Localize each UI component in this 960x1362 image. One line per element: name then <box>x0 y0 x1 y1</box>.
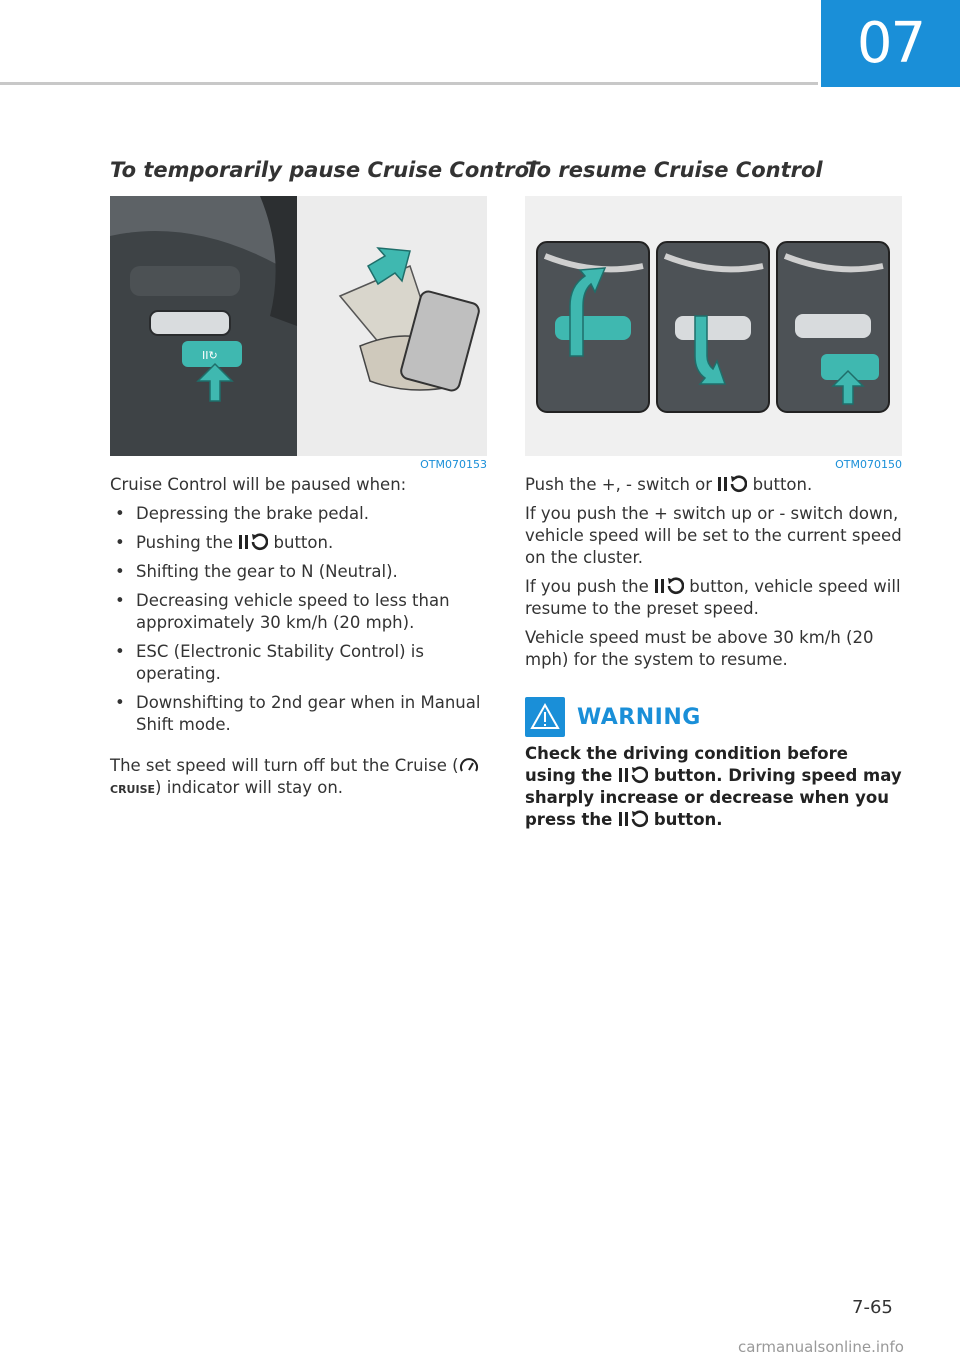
list-item: • Shifting the gear to N (Neutral). <box>110 561 487 583</box>
pause-conditions-list <box>110 503 487 736</box>
resume-switch-note: If you push the + switch up or - switch down, vehicle speed will be set to the current speed on the cluster. <box>525 504 902 567</box>
list-item: • Pushing the button. <box>110 532 487 554</box>
figure-resume <box>525 196 902 456</box>
list-item: • Depressing the brake pedal. <box>110 503 487 525</box>
svg-text:II↻: II↻ <box>202 349 218 362</box>
list-item: • Downshifting to 2nd gear when in Manual Shift mode. <box>110 692 487 736</box>
figure-pause <box>110 196 487 456</box>
switch-panels-illustration <box>525 196 902 456</box>
list-item: • ESC (Electronic Stability Control) is operating. <box>110 641 487 685</box>
resume-button-note: If you push the button, vehicle speed will resume to the preset speed. <box>525 577 901 618</box>
pause-resume-icon <box>654 577 684 595</box>
header-rule <box>0 82 818 85</box>
watermark: carmanualsonline.info <box>738 1338 904 1356</box>
pause-note: The set speed will turn off but the Cruise (CRUISE) indicator will stay on. <box>110 755 487 801</box>
list-item: • Decreasing vehicle speed to less than approximately 30 km/h (20 mph). <box>110 590 487 634</box>
warning-title: WARNING <box>577 704 701 730</box>
cruise-label: CRUISE <box>110 783 156 796</box>
right-column <box>525 158 902 838</box>
page-number: 7-65 <box>852 1297 893 1318</box>
warning-header <box>525 697 902 737</box>
pause-resume-icon <box>618 766 648 784</box>
resume-speed-note: Vehicle speed must be above 30 km/h (20 mph) for the system to resume. <box>525 628 874 669</box>
cruise-indicator-icon <box>459 758 479 774</box>
left-column <box>110 158 537 808</box>
pause-resume-icon <box>618 810 648 828</box>
pause-resume-icon <box>717 475 747 493</box>
pause-intro: Cruise Control will be paused when: <box>110 475 407 494</box>
steering-brake-illustration <box>110 196 487 456</box>
section-heading-pause: To temporarily pause Cruise Control <box>110 158 537 182</box>
resume-step: Push the +, - switch or button. <box>525 475 813 494</box>
chapter-number: 07 <box>821 0 960 87</box>
pause-resume-icon <box>238 533 268 551</box>
section-heading-resume: To resume Cruise Control <box>525 158 823 182</box>
figure-code-pause: OTM070153 <box>420 458 487 471</box>
warning-text: Check the driving condition before using the button. Driving speed may sharply increase or decrease when you press the button. <box>525 744 902 829</box>
warning-triangle-icon <box>525 697 565 737</box>
figure-code-resume: OTM070150 <box>835 458 902 471</box>
